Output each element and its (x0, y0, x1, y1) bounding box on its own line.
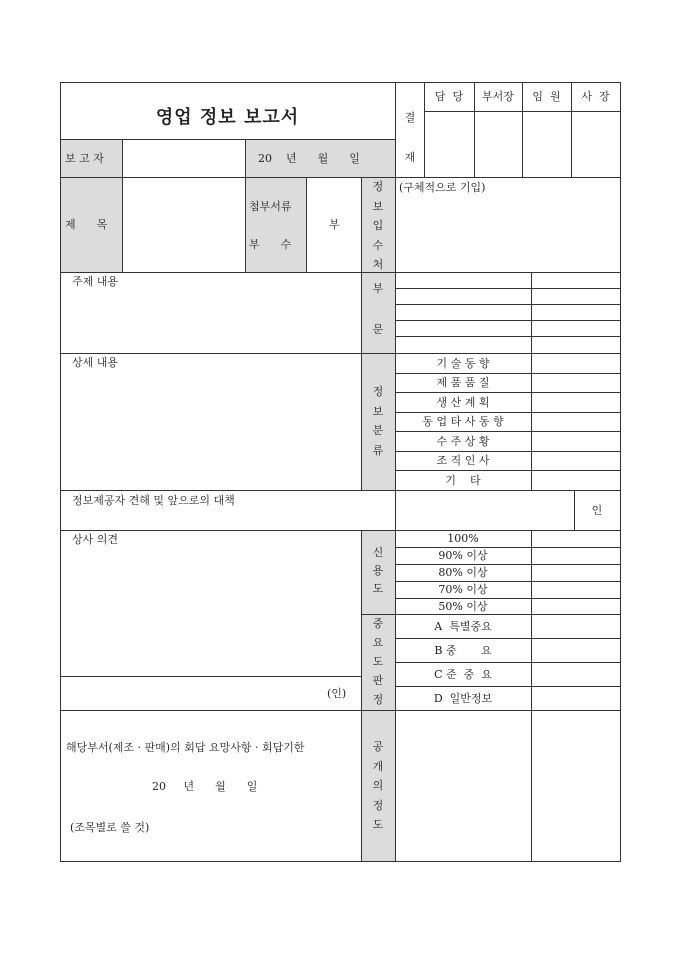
reply-request-label: 해당부서(제조 · 판매)의 회답 요망사항 · 회답기한 (66, 741, 305, 754)
attachments-count-label: 부 수 (249, 238, 292, 251)
reliability-item: 50% 이상 (438, 600, 488, 613)
superior-opinion-label: 상사 의견 (72, 533, 119, 546)
info-source-label: 정 보 입 수 처 (372, 180, 384, 272)
disclosure-label: 공 개 의 정 도 (372, 740, 384, 832)
reliability-item: 80% 이상 (438, 566, 488, 579)
importance-item: D 일반정보 (433, 692, 493, 705)
page-title: 영업 정보 보고서 (155, 107, 300, 128)
info-class-item: 기 타 (445, 474, 481, 487)
department-label: 부 문 (372, 282, 384, 336)
provider-opinion-label: 정보제공자 견해 및 앞으로의 대책 (72, 494, 235, 507)
importance-item: C 준 중 요 (434, 668, 492, 681)
report-date: 20 년 월 일 (258, 152, 360, 165)
reliability-label: 신 용 도 (372, 546, 384, 595)
approval-label: 결 재 (404, 111, 416, 164)
approval-role-executive: 임 원 (532, 90, 561, 103)
provider-seal: 인 (591, 504, 603, 517)
reporter-label: 보 고 자 (65, 152, 104, 165)
info-class-item: 제 품 품 질 (436, 376, 490, 389)
attachments-unit: 부 (329, 218, 340, 231)
info-class-item: 수 주 상 황 (436, 435, 490, 448)
reliability-item: 100% (447, 532, 479, 545)
importance-item: A 특별중요 (434, 620, 492, 633)
approval-role-staff: 담 당 (434, 90, 464, 103)
subject-label: 제 목 (65, 218, 108, 231)
approval-role-manager: 부서장 (482, 90, 514, 103)
approval-role-president: 사 장 (581, 90, 610, 103)
detail-label: 상세 내용 (72, 356, 119, 369)
info-class-label: 정 보 분 류 (372, 385, 384, 457)
reply-date: 20 년 월 일 (152, 780, 258, 793)
info-source-hint: (구체적으로 기입) (399, 181, 486, 194)
info-class-item: 기 술 동 향 (436, 357, 490, 370)
superior-seal: (인) (327, 687, 347, 700)
importance-label: 중 요 도 판 정 (372, 617, 384, 706)
reply-note: (조목별로 쓸 것) (70, 821, 150, 834)
info-class-item: 동 업 타 사 동 향 (422, 415, 504, 428)
attachments-label: 첨부서류 (249, 200, 292, 213)
info-class-item: 조 직 인 사 (436, 454, 490, 467)
importance-item: B 중 요 (434, 644, 492, 657)
topic-label: 주제 내용 (72, 275, 119, 288)
info-class-item: 생 산 계 획 (436, 396, 490, 409)
reliability-item: 90% 이상 (438, 549, 488, 562)
attachments-label-cell (245, 177, 306, 272)
reliability-item: 70% 이상 (438, 583, 488, 596)
